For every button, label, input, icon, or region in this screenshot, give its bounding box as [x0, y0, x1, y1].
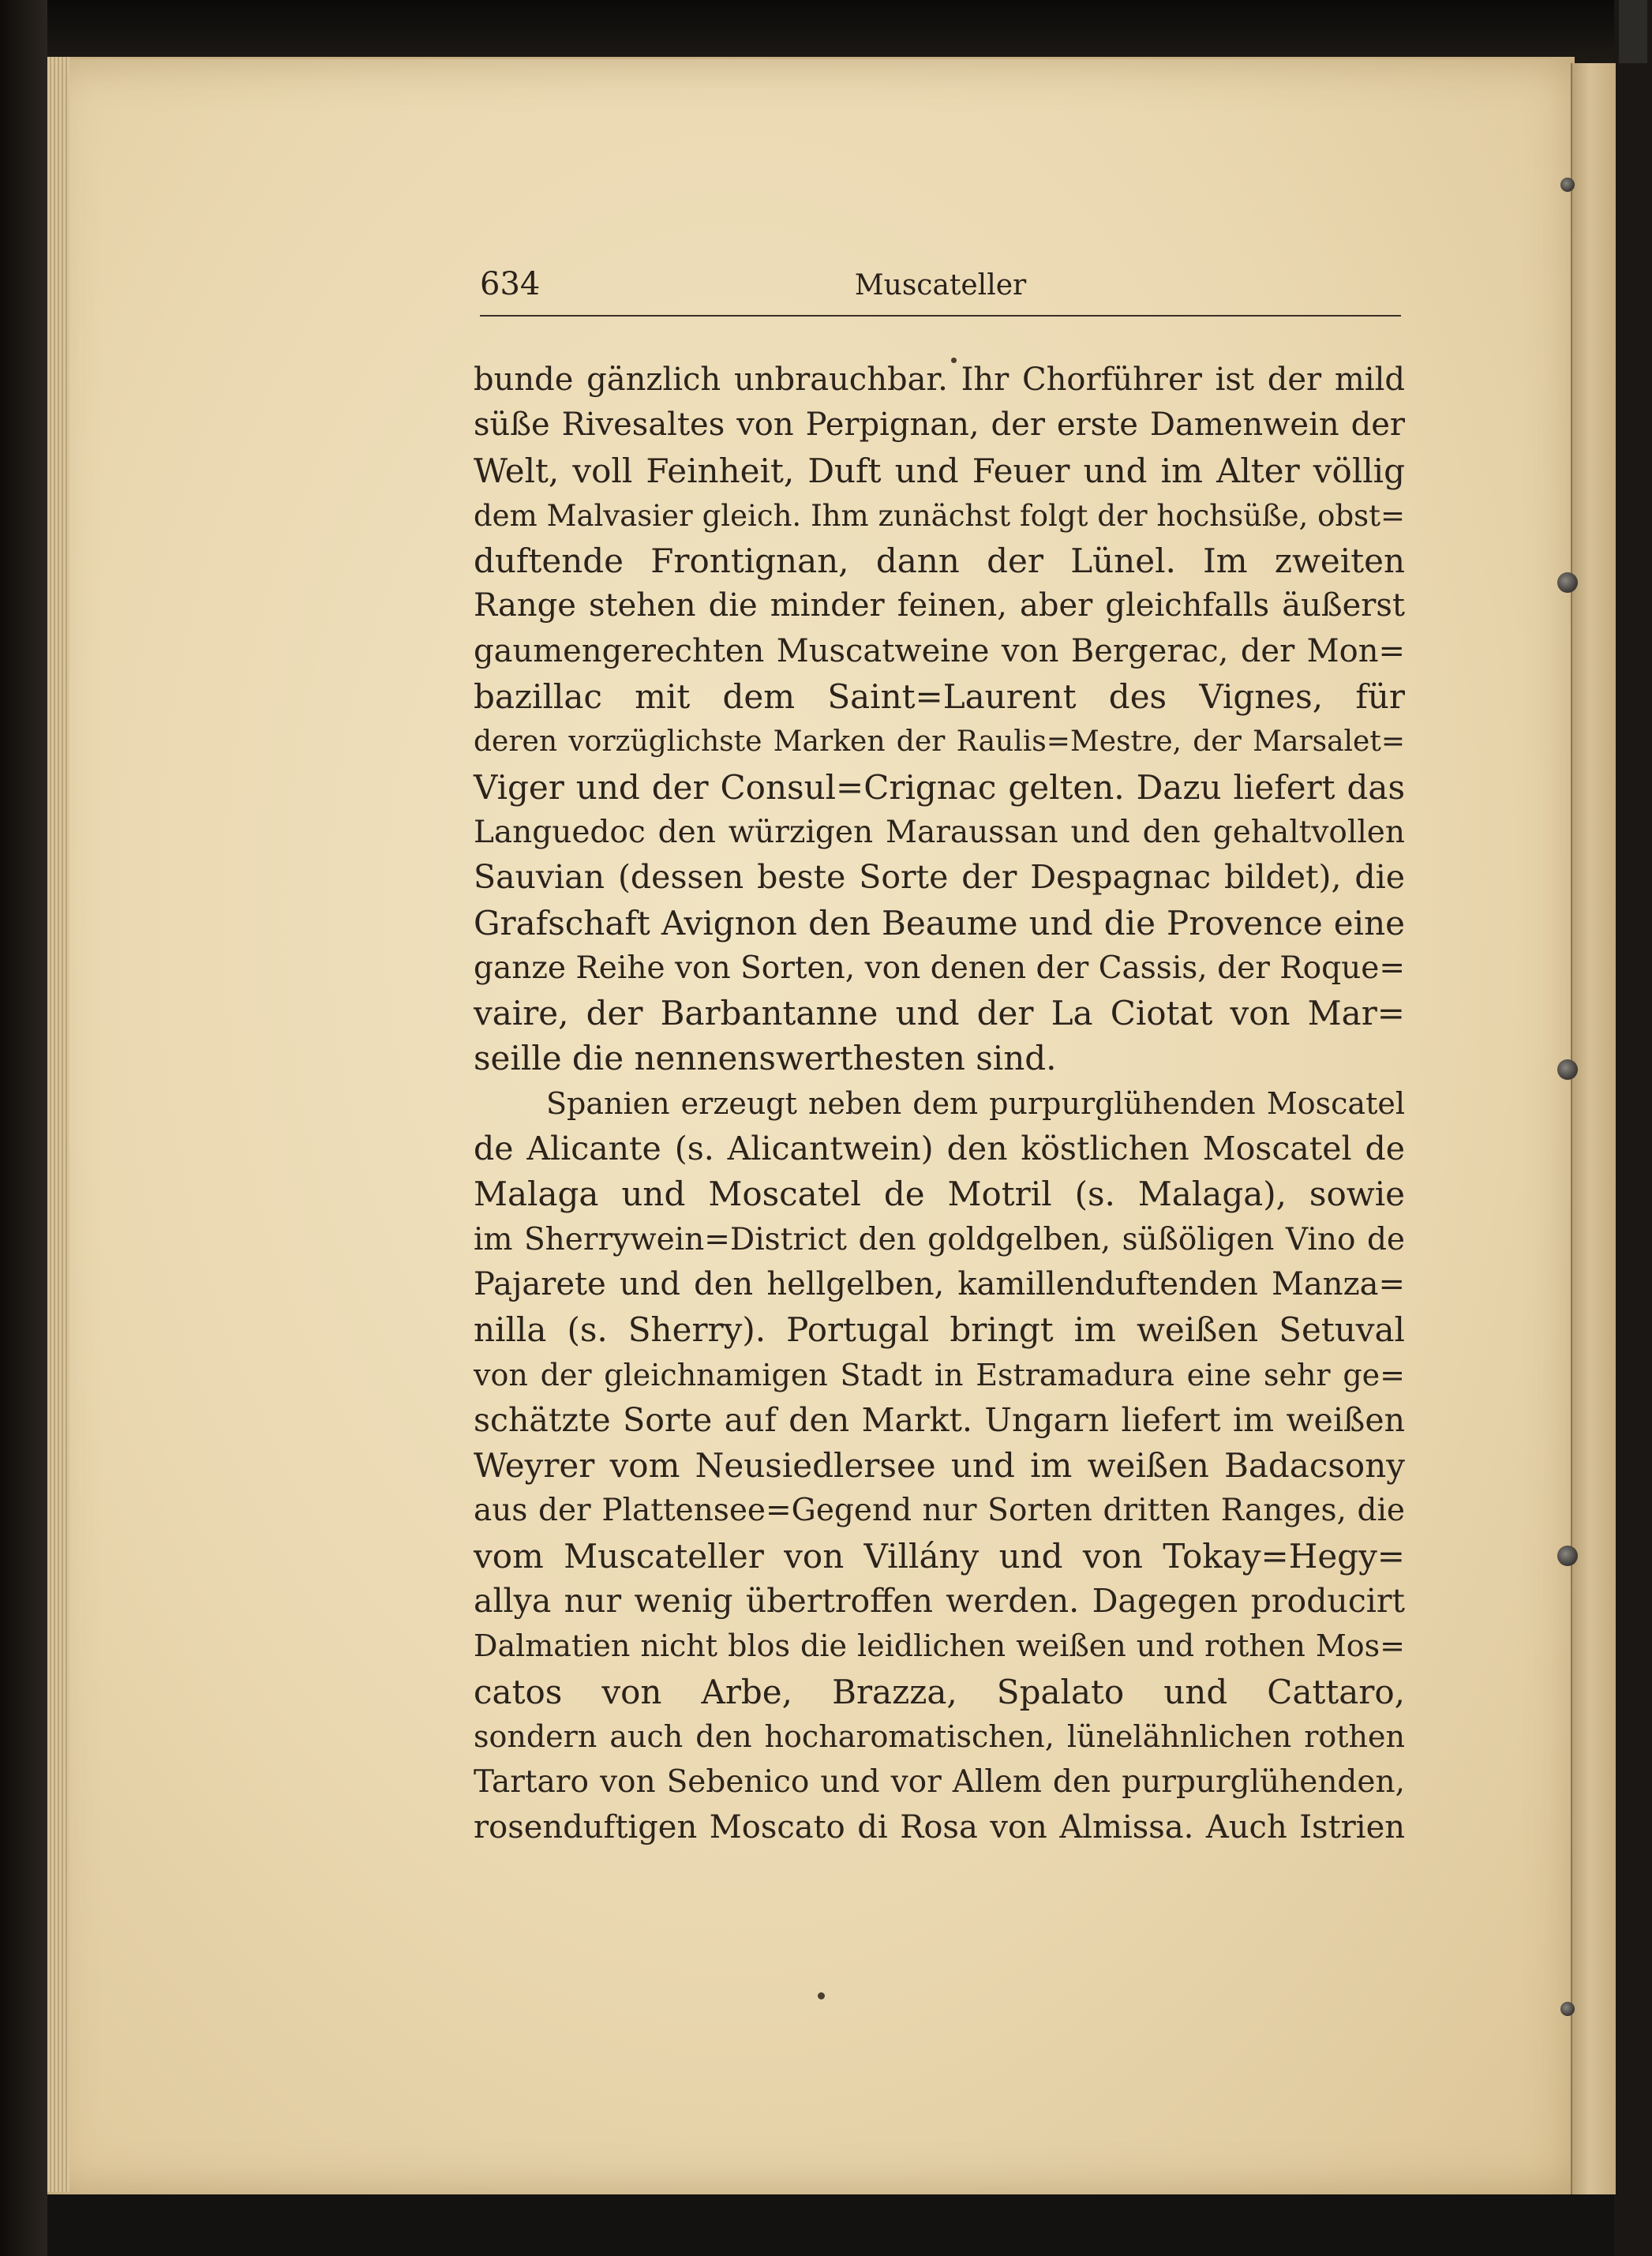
text-line: de Alicante (s. Alicantwein) den köstlichen Moscatel de — [474, 1130, 1405, 1168]
page-header — [480, 258, 1401, 317]
text-line: dem Malvasier gleich. Ihm zunächst folgt der hochsüße, obst= — [474, 498, 1405, 533]
paper-speck — [818, 1992, 825, 1999]
text-line: allya nur wenig übertroffen werden. Dagegen producirt — [474, 1582, 1405, 1621]
binding-nail-icon — [1560, 178, 1575, 192]
text-line: bazillac mit dem Saint=Laurent des Vignes, für — [474, 677, 1405, 717]
text-line: sondern auch den hocharomatischen, lünelähnlichen rothen — [474, 1718, 1405, 1754]
running-head: Muscateller — [854, 269, 1027, 302]
text-line: catos von Arbe, Brazza, Spalato und Cattaro, — [474, 1672, 1405, 1711]
text-line: Grafschaft Avignon den Beaume und die Provence eine — [474, 903, 1405, 942]
text-line: Sauvian (dessen beste Sorte der Despagnac bildet), die — [474, 858, 1405, 897]
text-line: aus der Plattensee=Gegend nur Sorten dritten Ranges, die — [474, 1493, 1405, 1529]
text-line: ganze Reihe von Sorten, von denen der Cassis, der Roque= — [474, 950, 1405, 986]
text-line: schätzte Sorte auf den Markt. Ungarn liefert im weißen — [474, 1400, 1405, 1439]
text-line: von der gleichnamigen Stadt in Estramadura eine sehr ge= — [474, 1357, 1405, 1392]
book-spine — [1571, 63, 1616, 2194]
text-line: Range stehen die minder feinen, aber gleichfalls äußerst — [474, 587, 1405, 624]
text-line: duftende Frontignan, dann der Lünel. Im zweiten — [474, 542, 1405, 581]
page-number: 634 — [480, 266, 541, 302]
text-line: seille die nennenswerthesten sind. — [474, 1039, 1057, 1078]
binding-nail-icon — [1557, 572, 1578, 593]
text-line: deren vorzüglichste Marken der Raulis=Mestre, der Marsalet= — [474, 725, 1405, 759]
text-line: nilla (s. Sherry). Portugal bringt im weißen Setuval — [474, 1310, 1405, 1350]
page-edge-stack — [47, 57, 69, 2192]
text-line: vom Muscateller von Villány und von Tokay=Hegy= — [474, 1536, 1405, 1576]
text-line: Tartaro von Sebenico und vor Allem den purpurglühenden, — [474, 1764, 1405, 1801]
text-line: Dalmatien nicht blos die leidlichen weißen und rothen Mos= — [474, 1628, 1405, 1664]
text-line: süße Rivesaltes von Perpignan, der erste Damenwein der — [474, 407, 1405, 444]
text-line: rosenduftigen Moscato di Rosa von Almissa. Auch Istrien — [474, 1808, 1405, 1846]
paragraph-start-line: Spanien erzeugt neben dem purpurglühenden Moscatel — [546, 1085, 1405, 1121]
text-line: bunde gänzlich unbrauchbar. Ihr Chorführer ist der mild — [474, 362, 1405, 398]
text-line: Languedoc den würzigen Maraussan und den gehaltvollen — [474, 814, 1405, 850]
scan-background-left — [0, 0, 47, 2256]
book-cover-edge — [1619, 0, 1647, 63]
text-line: vaire, der Barbantanne und der La Ciotat von Mar= — [474, 994, 1405, 1033]
text-line: gaumengerechten Muscatweine von Bergerac, der Mon= — [474, 632, 1405, 669]
body-text — [474, 358, 1405, 1850]
text-line: Malaga und Moscatel de Motril (s. Malaga), sowie — [474, 1175, 1405, 1214]
text-line: Pajarete und den hellgelben, kamillenduftenden Manza= — [474, 1265, 1405, 1302]
text-line: Welt, voll Feinheit, Duft und Feuer und im Alter völlig — [474, 451, 1405, 490]
binding-nail-icon — [1560, 2002, 1575, 2016]
binding-nail-icon — [1557, 1546, 1578, 1566]
text-line: Viger und der Consul=Crignac gelten. Dazu liefert das — [474, 767, 1405, 807]
scan-background-right — [1614, 0, 1652, 2256]
text-line: Weyrer vom Neusiedlersee und im weißen Badacsony — [474, 1446, 1405, 1486]
binding-nail-icon — [1557, 1059, 1578, 1080]
text-line: im Sherrywein=District den goldgelben, süßöligen Vino de — [474, 1221, 1405, 1257]
scan-background-top — [0, 0, 1652, 63]
